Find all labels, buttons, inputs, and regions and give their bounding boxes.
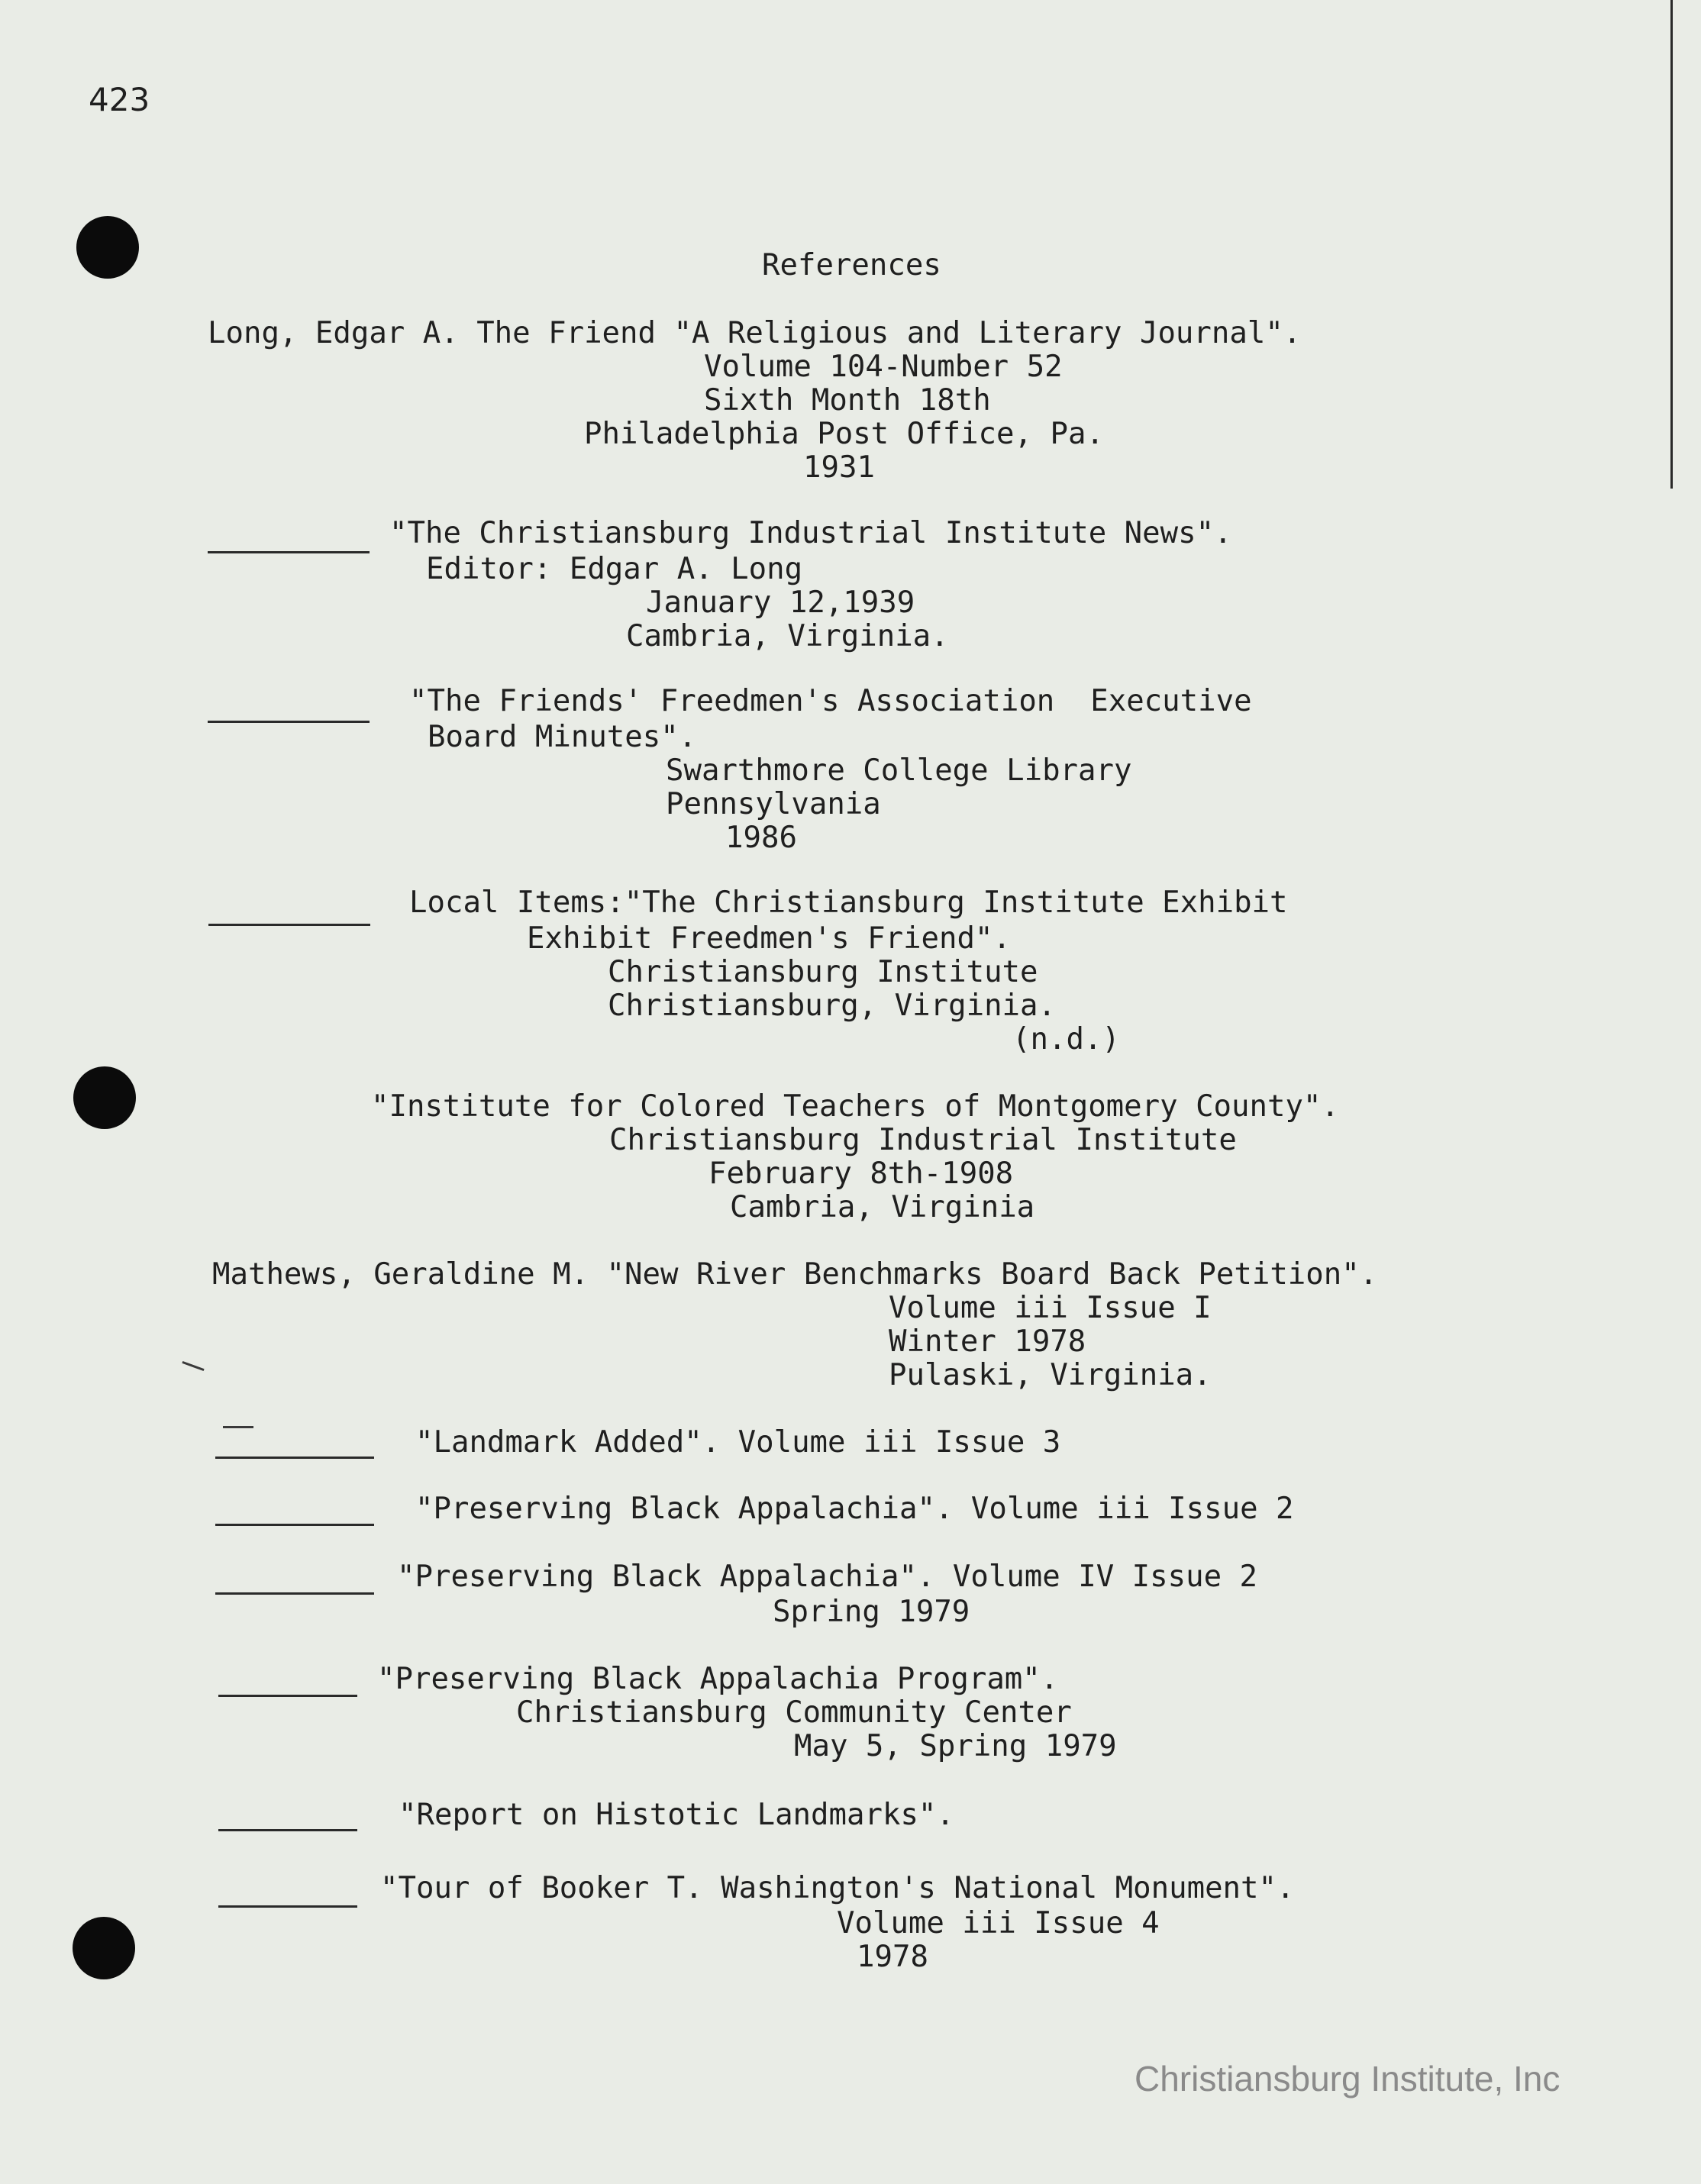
- ref-line: Volume iii Issue I: [889, 1291, 1212, 1325]
- punch-hole-middle: [73, 1066, 136, 1129]
- ref-line: Volume 104-Number 52: [704, 350, 1063, 384]
- ref-line: "The Friends' Freedmen's Association Executive: [409, 684, 1252, 718]
- ref-line: Volume iii Issue 4: [837, 1906, 1160, 1940]
- ditto-blank: [218, 1695, 357, 1697]
- ref-line: Long, Edgar A. The Friend "A Religious and Literary Journal".: [208, 316, 1302, 350]
- ref-line: Sixth Month 18th: [704, 383, 991, 418]
- ref-line: Winter 1978: [889, 1324, 1086, 1359]
- page-edge-line: [1670, 0, 1673, 489]
- ref-line: Christiansburg, Virginia.: [608, 989, 1056, 1023]
- ref-line: May 5, Spring 1979: [794, 1729, 1117, 1763]
- watermark-text: Christiansburg Institute, Inc: [1135, 2059, 1561, 2099]
- ref-line: "Institute for Colored Teachers of Montgomery County".: [371, 1089, 1339, 1124]
- ref-line: February 8th-1908: [708, 1157, 1014, 1191]
- ref-line: Cambria, Virginia.: [626, 619, 949, 653]
- ditto-blank: [208, 721, 370, 723]
- ref-line: Board Minutes".: [428, 720, 697, 754]
- punch-hole-top: [76, 216, 139, 279]
- references-heading: References: [762, 248, 941, 282]
- ref-line: Editor: Edgar A. Long: [426, 552, 803, 586]
- stray-mark: [182, 1361, 204, 1371]
- ref-line: 1978: [857, 1940, 928, 1974]
- ref-line: "Landmark Added". Volume iii Issue 3: [415, 1425, 1061, 1460]
- ref-line: January 12,1939: [646, 586, 915, 620]
- ditto-blank: [215, 1457, 374, 1459]
- ref-line: Christiansburg Institute: [608, 955, 1038, 989]
- ref-line: Local Items:"The Christiansburg Institute Exhibit: [409, 886, 1288, 920]
- ref-line: Christiansburg Industrial Institute: [609, 1123, 1237, 1157]
- stray-mark: [223, 1426, 253, 1428]
- ref-line: Spring 1979: [773, 1595, 970, 1629]
- ref-line: Exhibit Freedmen's Friend".: [527, 921, 1011, 956]
- punch-hole-bottom: [73, 1917, 135, 1979]
- ditto-blank: [218, 1829, 357, 1831]
- ref-line: "Tour of Booker T. Washington's National Monument".: [380, 1871, 1295, 1905]
- ref-line: 1931: [803, 450, 875, 485]
- ref-line: "Preserving Black Appalachia". Volume iii Issue 2: [415, 1492, 1294, 1526]
- ref-line: Pennsylvania: [666, 787, 881, 821]
- ditto-blank: [208, 551, 370, 553]
- ref-line: Christiansburg Community Center: [516, 1695, 1072, 1730]
- ref-line: Mathews, Geraldine M. "New River Benchmarks Board Back Petition".: [212, 1257, 1378, 1292]
- ref-line: Cambria, Virginia: [730, 1190, 1035, 1224]
- page-number: 423: [89, 81, 150, 118]
- ref-line: "Preserving Black Appalachia". Volume IV Issue 2: [397, 1560, 1258, 1594]
- ref-line: Pulaski, Virginia.: [889, 1358, 1212, 1392]
- ref-line: Swarthmore College Library: [666, 753, 1132, 788]
- ref-line: (n.d.): [1012, 1022, 1120, 1057]
- ref-line: 1986: [725, 821, 797, 855]
- ditto-blank: [215, 1592, 374, 1595]
- ref-line: "Report on Histotic Landmarks".: [399, 1798, 954, 1832]
- ref-line: "The Christiansburg Industrial Institute News".: [389, 516, 1232, 550]
- ditto-blank: [215, 1524, 374, 1526]
- ref-line: "Preserving Black Appalachia Program".: [377, 1662, 1059, 1696]
- ditto-blank: [208, 924, 370, 926]
- ditto-blank: [218, 1905, 357, 1908]
- ref-line: Philadelphia Post Office, Pa.: [584, 417, 1104, 451]
